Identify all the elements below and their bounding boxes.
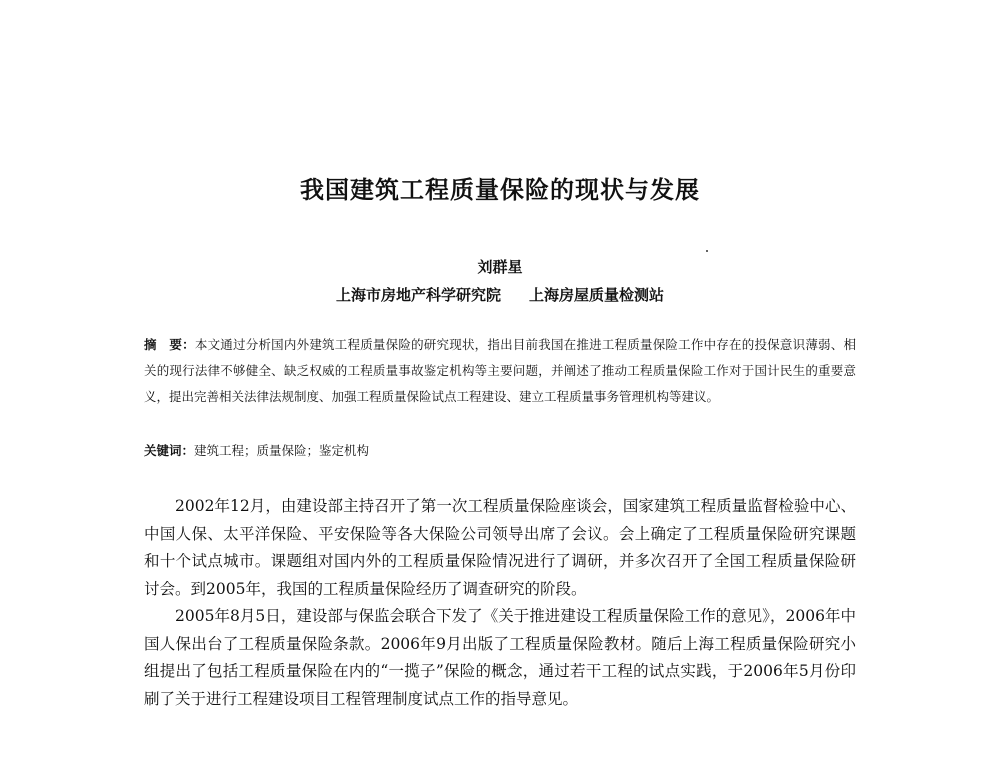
paragraph-1: 2002年12月，由建设部主持召开了第一次工程质量保险座谈会，国家建筑工程质量监督检验中心、中国人保、太平洋保险、平安保险等各大保险公司领导出席了会议。会上确定了工程质量保险研究课题和十个试点城市。课题组对国内外的工程质量保险情况进行了调研，并多次召开了全国工程质量保险研讨会。到2005年，我国的工程质量保险经历了调查研究的阶段。 bbox=[144, 497, 856, 598]
abstract-label: 摘 要： bbox=[144, 337, 195, 352]
affiliation-2: 上海房屋质量检测站 bbox=[529, 286, 665, 304]
scan-speck bbox=[706, 250, 708, 252]
keywords bbox=[144, 438, 856, 464]
affiliations bbox=[0, 284, 1000, 305]
keywords-text: 建筑工程；质量保险；鉴定机构 bbox=[194, 443, 370, 458]
paper-title: 我国建筑工程质量保险的现状与发展 bbox=[300, 176, 700, 204]
paragraph-2: 2005年8月5日，建设部与保监会联合下发了《关于推进建设工程质量保险工作的意见》，2006年中国人保出台了工程质量保险条款。2006年9月出版了工程质量保险教材。随后上海工程质量保险研究小组提出了包括工程质量保险在内的“一揽子”保险的概念，通过若干工程的试点实践，于2006年5月份印刷了关于进行工程建设项目工程管理制度试点工作的指导意见。 bbox=[144, 607, 856, 708]
author-name: 刘群星 bbox=[477, 258, 523, 276]
body-text bbox=[144, 493, 856, 713]
keywords-label: 关键词： bbox=[144, 443, 195, 458]
affiliation-1: 上海市房地产科学研究院 bbox=[335, 286, 501, 304]
abstract bbox=[144, 332, 856, 410]
abstract-text: 本文通过分析国内外建筑工程质量保险的研究现状，指出目前我国在推进工程质量保险工作中存在的投保意识薄弱、相关的现行法律不够健全、缺乏权威的工程质量事故鉴定机构等主要问题，并阐述了推动工程质量保险工作对于国计民生的重要意义，提出完善相关法律法规制度、加强工程质量保险试点工程建设、建立工程质量事务管理机构等建议。 bbox=[144, 337, 856, 404]
